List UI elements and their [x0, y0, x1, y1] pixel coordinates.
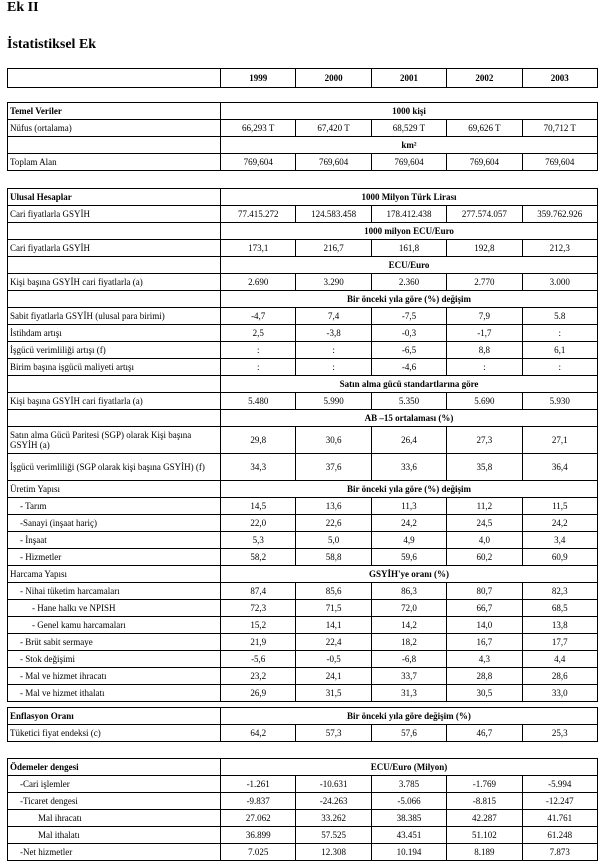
- section-row: [8, 410, 598, 427]
- value-cell: 85,6: [296, 583, 371, 600]
- value-cell: -9.837: [221, 793, 296, 810]
- value-cell: 41.761: [522, 810, 597, 827]
- row-label: [8, 137, 221, 154]
- inflation-table: [7, 707, 598, 742]
- row-label: - Tarım: [8, 498, 221, 515]
- value-cell: 72,0: [371, 600, 446, 617]
- data-row: [8, 600, 598, 617]
- value-cell: 124.583.458: [296, 206, 371, 223]
- data-row: [8, 810, 598, 827]
- year-header-row: [8, 69, 598, 88]
- value-cell: 7,9: [447, 308, 522, 325]
- value-cell: -4,6: [371, 359, 446, 376]
- data-row: [8, 617, 598, 634]
- value-cell: 35,8: [447, 454, 522, 481]
- row-label: İşgücü verimliliği artışı (f): [8, 342, 221, 359]
- value-cell: 178.412.438: [371, 206, 446, 223]
- value-cell: 59,6: [371, 549, 446, 566]
- value-cell: -5.994: [522, 776, 597, 793]
- row-label: - Hizmetler: [8, 549, 221, 566]
- row-label: - Mal ve hizmet ithalatı: [8, 685, 221, 702]
- value-cell: 33,7: [371, 668, 446, 685]
- value-cell: -10.631: [296, 776, 371, 793]
- value-cell: 22,6: [296, 515, 371, 532]
- unit-header: 1000 Milyon Türk Lirası: [221, 189, 598, 206]
- year-header-cell: 2001: [371, 69, 446, 88]
- data-row: [8, 793, 598, 810]
- data-row: [8, 206, 598, 223]
- section-row: [8, 257, 598, 274]
- data-row: [8, 532, 598, 549]
- value-cell: 14,1: [296, 617, 371, 634]
- value-cell: 33,6: [371, 454, 446, 481]
- value-cell: 18,2: [371, 634, 446, 651]
- value-cell: 5.480: [221, 393, 296, 410]
- value-cell: 277.574.057: [447, 206, 522, 223]
- value-cell: 5.690: [447, 393, 522, 410]
- value-cell: -6,8: [371, 651, 446, 668]
- value-cell: 72,3: [221, 600, 296, 617]
- data-row: [8, 498, 598, 515]
- unit-header: GSYİH'ye oranı (%): [221, 566, 598, 583]
- row-label: Harcama Yapısı: [8, 566, 221, 583]
- year-header-table: [7, 68, 598, 88]
- row-label: [8, 410, 221, 427]
- value-cell: 216,7: [296, 240, 371, 257]
- value-cell: 27,3: [447, 427, 522, 454]
- value-cell: -1.769: [447, 776, 522, 793]
- section-row: [8, 189, 598, 206]
- value-cell: 769,604: [522, 154, 597, 171]
- value-cell: 16,7: [447, 634, 522, 651]
- value-cell: 57.525: [296, 827, 371, 844]
- row-label: İşgücü verimliliği (SGP olarak kişi başına GSYİH) (f): [8, 454, 221, 481]
- unit-header: 1000 kişi: [221, 103, 598, 120]
- year-header-cell: 1999: [221, 69, 296, 88]
- value-cell: 5.8: [522, 308, 597, 325]
- value-cell: 5,3: [221, 532, 296, 549]
- row-label: Birim başına işgücü maliyeti artışı: [8, 359, 221, 376]
- value-cell: :: [522, 325, 597, 342]
- value-cell: 21,9: [221, 634, 296, 651]
- value-cell: 61.248: [522, 827, 597, 844]
- data-row: [8, 685, 598, 702]
- value-cell: 10.194: [371, 844, 446, 861]
- row-label: - Genel kamu harcamaları: [8, 617, 221, 634]
- value-cell: :: [447, 359, 522, 376]
- data-row: [8, 342, 598, 359]
- value-cell: :: [221, 342, 296, 359]
- appendix-subheading: İstatistiksel Ek: [7, 37, 97, 52]
- value-cell: -0,5: [296, 651, 371, 668]
- row-label: - İnşaat: [8, 532, 221, 549]
- value-cell: :: [296, 359, 371, 376]
- unit-header: AB –15 ortalaması (%): [221, 410, 598, 427]
- row-label: Ulusal Hesaplar: [8, 189, 221, 206]
- data-row: [8, 776, 598, 793]
- row-label: -Cari işlemler: [8, 776, 221, 793]
- value-cell: 17,7: [522, 634, 597, 651]
- section-row: [8, 708, 598, 725]
- data-row: [8, 515, 598, 532]
- value-cell: -5,6: [221, 651, 296, 668]
- data-row: [8, 308, 598, 325]
- value-cell: 5.990: [296, 393, 371, 410]
- row-label: [8, 257, 221, 274]
- row-label: - Nihai tüketim harcamaları: [8, 583, 221, 600]
- value-cell: -5.066: [371, 793, 446, 810]
- value-cell: 3,4: [522, 532, 597, 549]
- row-label: Kişi başına GSYİH cari fiyatlarla (a): [8, 393, 221, 410]
- value-cell: :: [221, 359, 296, 376]
- section-row: [8, 223, 598, 240]
- value-cell: -7,5: [371, 308, 446, 325]
- data-row: [8, 827, 598, 844]
- value-cell: 43.451: [371, 827, 446, 844]
- value-cell: 14,0: [447, 617, 522, 634]
- row-label: - Brüt sabit sermaye: [8, 634, 221, 651]
- value-cell: 26,9: [221, 685, 296, 702]
- value-cell: 71,5: [296, 600, 371, 617]
- value-cell: 2.770: [447, 274, 522, 291]
- value-cell: 31,5: [296, 685, 371, 702]
- unit-header: ECU/Euro: [221, 257, 598, 274]
- row-label: Temel Veriler: [8, 103, 221, 120]
- value-cell: 4,9: [371, 532, 446, 549]
- value-cell: 2.360: [371, 274, 446, 291]
- value-cell: 33.262: [296, 810, 371, 827]
- value-cell: 13,8: [522, 617, 597, 634]
- data-row: [8, 549, 598, 566]
- value-cell: 769,604: [221, 154, 296, 171]
- value-cell: 31,3: [371, 685, 446, 702]
- value-cell: 4,3: [447, 651, 522, 668]
- value-cell: 8,8: [447, 342, 522, 359]
- value-cell: -6,5: [371, 342, 446, 359]
- unit-header: Satın alma gücü standartlarına göre: [221, 376, 598, 393]
- value-cell: 6,1: [522, 342, 597, 359]
- value-cell: -4,7: [221, 308, 296, 325]
- value-cell: 4,0: [447, 532, 522, 549]
- value-cell: 87,4: [221, 583, 296, 600]
- unit-header: Bir önceki yıla göre (%) değişim: [221, 481, 598, 498]
- value-cell: 27.062: [221, 810, 296, 827]
- unit-header: Bir önceki yıla göre değişim (%): [221, 708, 598, 725]
- row-label: Tüketici fiyat endeksi (c): [8, 725, 221, 742]
- data-row: [8, 668, 598, 685]
- row-label: Üretim Yapısı: [8, 481, 221, 498]
- value-cell: 38.385: [371, 810, 446, 827]
- value-cell: -1.261: [221, 776, 296, 793]
- value-cell: 30,6: [296, 427, 371, 454]
- value-cell: 36.899: [221, 827, 296, 844]
- value-cell: 14,2: [371, 617, 446, 634]
- row-label: -Sanayi (inşaat hariç): [8, 515, 221, 532]
- row-label: Enflasyon Oranı: [8, 708, 221, 725]
- value-cell: 769,604: [371, 154, 446, 171]
- value-cell: 34,3: [221, 454, 296, 481]
- row-label: Cari fiyatlarla GSYİH: [8, 206, 221, 223]
- value-cell: 22,4: [296, 634, 371, 651]
- value-cell: 22,0: [221, 515, 296, 532]
- value-cell: 2,5: [221, 325, 296, 342]
- value-cell: 11,3: [371, 498, 446, 515]
- balance-of-payments-table: [7, 758, 598, 861]
- year-header-cell: 2003: [522, 69, 597, 88]
- section-row: [8, 103, 598, 120]
- value-cell: 13,6: [296, 498, 371, 515]
- value-cell: 5.930: [522, 393, 597, 410]
- value-cell: 24,2: [371, 515, 446, 532]
- value-cell: 359.762.926: [522, 206, 597, 223]
- data-row: [8, 651, 598, 668]
- row-label: - Hane halkı ve NPISH: [8, 600, 221, 617]
- value-cell: 3.785: [371, 776, 446, 793]
- value-cell: 69,626 T: [447, 120, 522, 137]
- value-cell: 68,5: [522, 600, 597, 617]
- value-cell: 11,5: [522, 498, 597, 515]
- value-cell: -24.263: [296, 793, 371, 810]
- row-label: [8, 291, 221, 308]
- value-cell: 33,0: [522, 685, 597, 702]
- data-row: [8, 725, 598, 742]
- value-cell: 60,9: [522, 549, 597, 566]
- data-row: [8, 454, 598, 481]
- basic-data-table: [7, 102, 598, 171]
- data-row: [8, 120, 598, 137]
- value-cell: 60,2: [447, 549, 522, 566]
- value-cell: 51.102: [447, 827, 522, 844]
- value-cell: 769,604: [296, 154, 371, 171]
- appendix-heading: Ek II: [7, 0, 39, 15]
- section-row: [8, 137, 598, 154]
- row-label: [8, 376, 221, 393]
- data-row: [8, 274, 598, 291]
- value-cell: 57,3: [296, 725, 371, 742]
- value-cell: 23,2: [221, 668, 296, 685]
- section-row: [8, 376, 598, 393]
- national-accounts-table: [7, 188, 598, 702]
- data-row: [8, 393, 598, 410]
- section-row: [8, 481, 598, 498]
- value-cell: 12.308: [296, 844, 371, 861]
- value-cell: 192,8: [447, 240, 522, 257]
- value-cell: 80,7: [447, 583, 522, 600]
- row-label: Kişi başına GSYİH cari fiyatlarla (a): [8, 274, 221, 291]
- row-label: Satın alma Gücü Paritesi (SGP) olarak Kişi başına GSYİH (a): [8, 427, 221, 454]
- value-cell: 2.690: [221, 274, 296, 291]
- value-cell: 7.873: [522, 844, 597, 861]
- value-cell: 30,5: [447, 685, 522, 702]
- row-label: -Net hizmetler: [8, 844, 221, 861]
- value-cell: 769,604: [447, 154, 522, 171]
- row-label: Cari fiyatlarla GSYİH: [8, 240, 221, 257]
- value-cell: 3.000: [522, 274, 597, 291]
- value-cell: 161,8: [371, 240, 446, 257]
- header-blank-cell: [8, 69, 221, 88]
- value-cell: 68,529 T: [371, 120, 446, 137]
- value-cell: 4,4: [522, 651, 597, 668]
- value-cell: 58,2: [221, 549, 296, 566]
- value-cell: 26,4: [371, 427, 446, 454]
- value-cell: 57,6: [371, 725, 446, 742]
- value-cell: 70,712 T: [522, 120, 597, 137]
- value-cell: 64,2: [221, 725, 296, 742]
- value-cell: 66,7: [447, 600, 522, 617]
- value-cell: 77.415.272: [221, 206, 296, 223]
- value-cell: 46,7: [447, 725, 522, 742]
- value-cell: 67,420 T: [296, 120, 371, 137]
- value-cell: 14,5: [221, 498, 296, 515]
- value-cell: 3.290: [296, 274, 371, 291]
- unit-header: km²: [221, 137, 598, 154]
- section-row: [8, 566, 598, 583]
- value-cell: 66,293 T: [221, 120, 296, 137]
- year-header-cell: 2000: [296, 69, 371, 88]
- value-cell: 42.287: [447, 810, 522, 827]
- value-cell: 28,6: [522, 668, 597, 685]
- value-cell: 11,2: [447, 498, 522, 515]
- value-cell: 86,3: [371, 583, 446, 600]
- row-label: Ödemeler dengesi: [8, 759, 221, 776]
- data-row: [8, 154, 598, 171]
- row-label: - Stok değişimi: [8, 651, 221, 668]
- section-row: [8, 759, 598, 776]
- row-label: [8, 223, 221, 240]
- row-label: İstihdam artışı: [8, 325, 221, 342]
- value-cell: 58,8: [296, 549, 371, 566]
- value-cell: 173,1: [221, 240, 296, 257]
- value-cell: 27,1: [522, 427, 597, 454]
- row-label: Mal ithalatı: [8, 827, 221, 844]
- value-cell: -1,7: [447, 325, 522, 342]
- data-row: [8, 844, 598, 861]
- value-cell: 82,3: [522, 583, 597, 600]
- value-cell: 15,2: [221, 617, 296, 634]
- row-label: Mal ihracatı: [8, 810, 221, 827]
- value-cell: -3,8: [296, 325, 371, 342]
- data-row: [8, 240, 598, 257]
- value-cell: 37,6: [296, 454, 371, 481]
- unit-header: Bir önceki yıla göre (%) değişim: [221, 291, 598, 308]
- data-row: [8, 427, 598, 454]
- value-cell: 24,1: [296, 668, 371, 685]
- value-cell: -12.247: [522, 793, 597, 810]
- value-cell: :: [296, 342, 371, 359]
- value-cell: 24,5: [447, 515, 522, 532]
- row-label: Toplam Alan: [8, 154, 221, 171]
- value-cell: 5.350: [371, 393, 446, 410]
- value-cell: 212,3: [522, 240, 597, 257]
- value-cell: 28,8: [447, 668, 522, 685]
- year-header-cell: 2002: [447, 69, 522, 88]
- section-row: [8, 291, 598, 308]
- data-row: [8, 359, 598, 376]
- value-cell: -0,3: [371, 325, 446, 342]
- unit-header: 1000 milyon ECU/Euro: [221, 223, 598, 240]
- value-cell: 8.189: [447, 844, 522, 861]
- value-cell: 36,4: [522, 454, 597, 481]
- data-row: [8, 634, 598, 651]
- data-row: [8, 583, 598, 600]
- row-label: -Ticaret dengesi: [8, 793, 221, 810]
- value-cell: :: [522, 359, 597, 376]
- value-cell: 24,2: [522, 515, 597, 532]
- unit-header: ECU/Euro (Milyon): [221, 759, 598, 776]
- row-label: Sabit fiyatlarla GSYİH (ulusal para birimi): [8, 308, 221, 325]
- row-label: Nüfus (ortalama): [8, 120, 221, 137]
- value-cell: 29,8: [221, 427, 296, 454]
- row-label: - Mal ve hizmet ihracatı: [8, 668, 221, 685]
- value-cell: 7.025: [221, 844, 296, 861]
- value-cell: -8.815: [447, 793, 522, 810]
- value-cell: 25,3: [522, 725, 597, 742]
- value-cell: 7,4: [296, 308, 371, 325]
- value-cell: 5,0: [296, 532, 371, 549]
- data-row: [8, 325, 598, 342]
